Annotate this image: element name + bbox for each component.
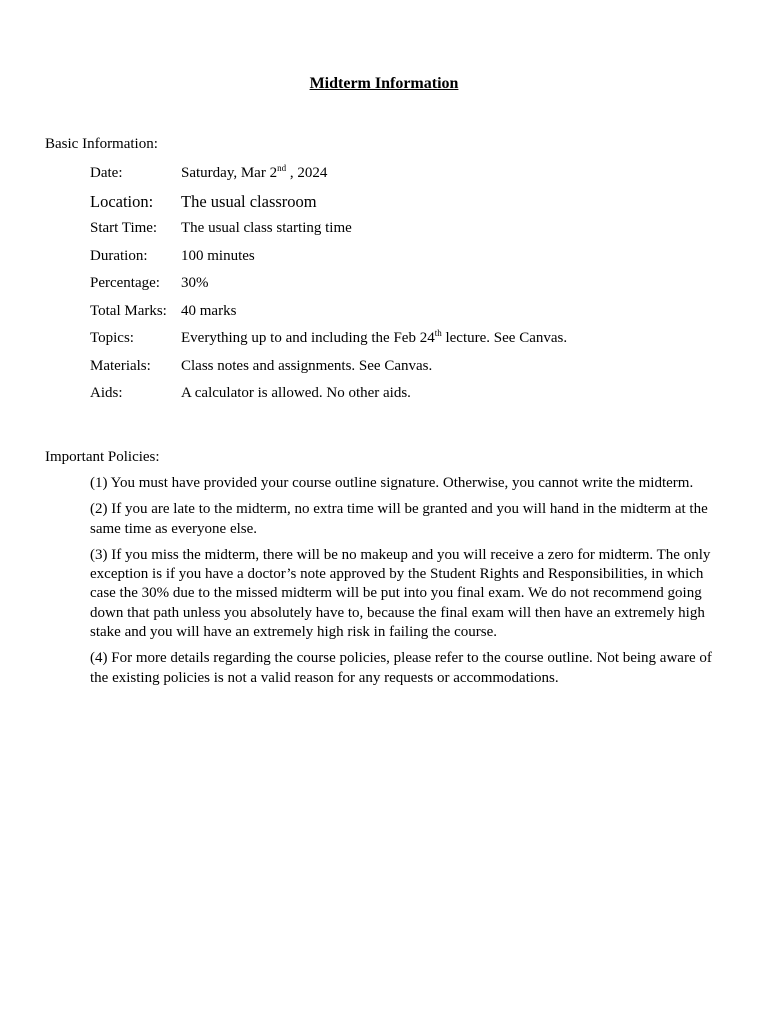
topics-value-text: Everything up to and including the Feb 24 xyxy=(181,330,435,347)
info-row-duration xyxy=(90,243,730,271)
basic-information-table xyxy=(90,160,730,408)
info-row-date xyxy=(90,160,730,188)
policy-item: (1) You must have provided your course outline signature. Otherwise, you cannot write the midterm. xyxy=(90,475,694,491)
info-value-materials: Class notes and assignments. See Canvas. xyxy=(181,357,433,374)
info-label-aids: Aids: xyxy=(90,385,123,402)
basic-information-heading: Basic Information: xyxy=(45,136,158,152)
info-label-total-marks: Total Marks: xyxy=(90,302,167,319)
policy-item: (2) If you are late to the midterm, no extra time will be granted and you will hand in the midterm at the same time as everyone else. xyxy=(90,501,708,537)
info-value-aids: A calculator is allowed. No other aids. xyxy=(181,385,411,402)
info-row-total-marks xyxy=(90,298,730,326)
info-value-topics xyxy=(181,329,730,348)
info-value-percentage: 30% xyxy=(181,275,209,292)
date-ordinal-suffix: nd xyxy=(277,163,287,174)
info-label-topics: Topics: xyxy=(90,330,134,347)
policy-item: (3) If you miss the midterm, there will be no makeup and you will receive a zero for midterm. The only exception is if you have a doctor’s note approved by the Student Rights and Responsibilities, in which case the 30% due to the missed midterm will be put into you final exam. We do not recommend going down that path unless you absolutely have to, because the final exam will then have an extremely high stake and you will have an extremely high risk in failing the course. xyxy=(90,546,711,641)
info-label-materials: Materials: xyxy=(90,357,151,374)
date-value-text: Saturday, Mar 2 xyxy=(181,165,278,182)
page-title: Midterm Information xyxy=(309,75,459,92)
info-value-start-time: The usual class starting time xyxy=(181,220,352,237)
info-label-start-time: Start Time: xyxy=(90,220,158,237)
info-row-topics xyxy=(90,325,730,353)
info-row-percentage xyxy=(90,270,730,298)
policies-list xyxy=(90,474,730,695)
date-value-year: , 2024 xyxy=(286,165,328,182)
info-row-aids xyxy=(90,380,730,408)
info-label-percentage: Percentage: xyxy=(90,275,160,292)
info-row-start-time xyxy=(90,215,730,243)
info-value-location: The usual classroom xyxy=(181,191,317,211)
topics-ordinal-suffix: th xyxy=(434,328,442,339)
info-label-duration: Duration: xyxy=(90,247,148,264)
info-row-location xyxy=(90,188,730,216)
info-value-total-marks: 40 marks xyxy=(181,302,237,319)
info-label-location: Location: xyxy=(90,191,154,211)
info-row-materials xyxy=(90,353,730,381)
info-value-duration: 100 minutes xyxy=(181,247,255,264)
info-value-date xyxy=(181,164,730,183)
topics-value-rest: lecture. See Canvas. xyxy=(441,330,568,347)
important-policies-heading: Important Policies: xyxy=(45,449,160,465)
info-label-date: Date: xyxy=(90,165,123,182)
policy-item: (4) For more details regarding the course policies, please refer to the course outline. Not being aware of the existing policies is not a valid reason for any requests or accommodations. xyxy=(90,650,712,686)
